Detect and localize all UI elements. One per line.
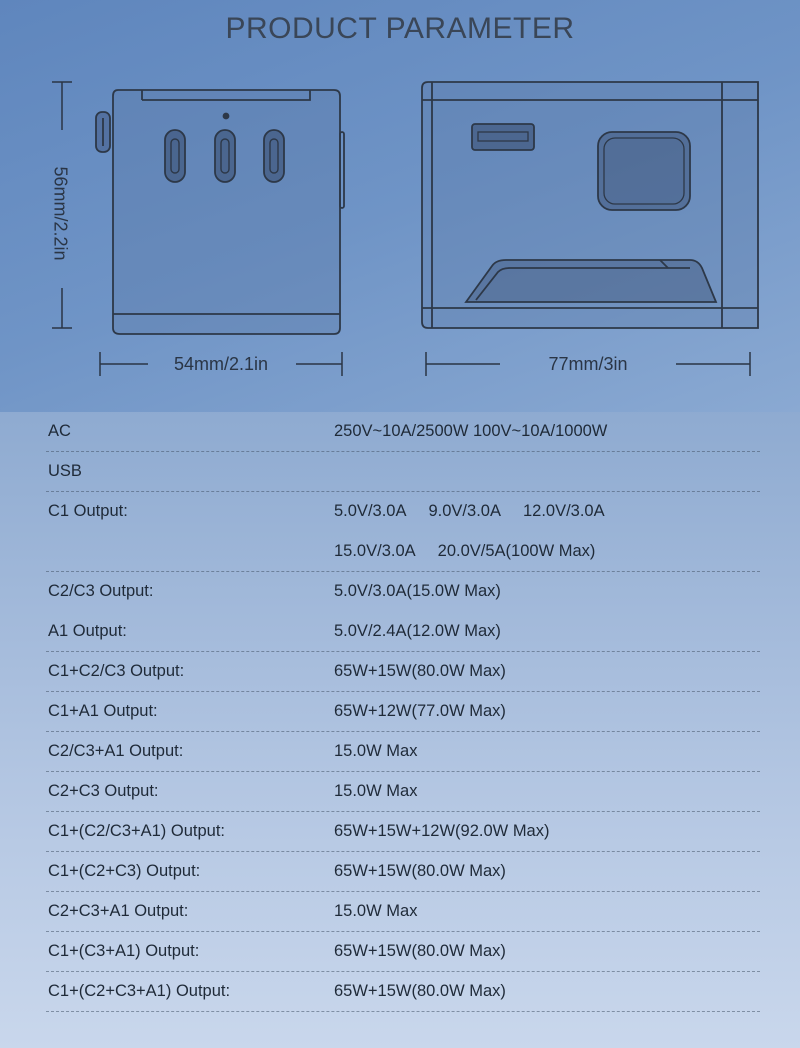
- spec-label: C1+(C3+A1) Output:: [48, 942, 200, 960]
- spec-value-item: 12.0V/3.0A: [522, 502, 605, 520]
- spec-value-item: 15.0W Max: [334, 782, 418, 800]
- spec-value-item: 65W+15W(80.0W Max): [334, 662, 506, 680]
- spec-row: [46, 692, 760, 732]
- spec-row: [46, 612, 760, 652]
- front-width-dimension-label: 54mm/2.1in: [173, 354, 269, 374]
- side-view: [422, 82, 758, 328]
- spec-value-item: 65W+15W+12W(92.0W Max): [334, 822, 550, 840]
- spec-label: USB: [48, 462, 82, 480]
- spec-value: [334, 662, 506, 681]
- spec-value-item: 65W+15W(80.0W Max): [334, 942, 506, 960]
- page-title: PRODUCT PARAMETER: [225, 12, 575, 45]
- spec-row: [46, 732, 760, 772]
- spec-value: [334, 862, 506, 881]
- spec-row: [46, 932, 760, 972]
- spec-row: [46, 492, 760, 532]
- spec-label: C2+C3 Output:: [48, 782, 159, 800]
- spec-row: [46, 652, 760, 692]
- spec-value: [334, 622, 501, 641]
- usb-c-ports: [165, 130, 284, 182]
- spec-label: A1 Output:: [48, 622, 127, 640]
- spec-value: [334, 502, 605, 521]
- spec-value-item: 65W+15W(80.0W Max): [334, 862, 506, 880]
- spec-row: [46, 412, 760, 452]
- spec-label: C1 Output:: [48, 502, 128, 520]
- spec-value-item: 65W+15W(80.0W Max): [334, 982, 506, 1000]
- spec-value-item: 5.0V/2.4A(12.0W Max): [334, 622, 501, 640]
- spec-row: [46, 532, 760, 572]
- spec-value-item: 5.0V/3.0A(15.0W Max): [334, 582, 501, 600]
- spec-label: C1+(C2/C3+A1) Output:: [48, 822, 226, 840]
- spec-value-item: 9.0V/3.0A: [428, 502, 501, 520]
- spec-value-item: 5.0V/3.0A: [334, 502, 407, 520]
- spec-label: C1+A1 Output:: [48, 702, 158, 720]
- spec-label: AC: [48, 422, 71, 440]
- spec-value-item: 65W+12W(77.0W Max): [334, 702, 506, 720]
- side-width-dimension-label: 77mm/3in: [548, 354, 628, 374]
- spec-value: [334, 702, 506, 721]
- spec-label: C1+C2/C3 Output:: [48, 662, 185, 680]
- spec-label: C2/C3+A1 Output:: [48, 742, 184, 760]
- spec-value: [334, 902, 417, 921]
- spec-table: [46, 412, 760, 1012]
- spec-value: [334, 582, 501, 601]
- spec-value: [334, 822, 549, 841]
- spec-label: C1+(C2+C3) Output:: [48, 862, 201, 880]
- spec-value-item: 15.0W Max: [334, 742, 418, 760]
- spec-value: [334, 542, 595, 561]
- spec-label: C2/C3 Output:: [48, 582, 154, 600]
- spec-value-item: 15.0W Max: [334, 902, 418, 920]
- spec-row: [46, 852, 760, 892]
- product-technical-drawing: [0, 60, 800, 390]
- spec-label: C2+C3+A1 Output:: [48, 902, 189, 920]
- spec-row: [46, 452, 760, 492]
- spec-row: [46, 892, 760, 932]
- spec-value: [334, 942, 506, 961]
- spec-row: [46, 812, 760, 852]
- spec-value: [334, 742, 417, 761]
- spec-row: [46, 572, 760, 612]
- spec-value: [334, 982, 506, 1001]
- spec-value-item: 20.0V/5A(100W Max): [437, 542, 596, 560]
- spec-row: [46, 772, 760, 812]
- spec-value: [334, 422, 607, 441]
- spec-row: [46, 972, 760, 1012]
- spec-value-item: 15.0V/3.0A: [334, 542, 416, 560]
- spec-value-item: 250V~10A/2500W 100V~10A/1000W: [334, 422, 608, 440]
- front-view: [96, 90, 344, 334]
- height-dimension-label: 56mm/2.2in: [50, 166, 71, 261]
- spec-label: C1+(C2+C3+A1) Output:: [48, 982, 231, 1000]
- spec-value: [334, 782, 417, 801]
